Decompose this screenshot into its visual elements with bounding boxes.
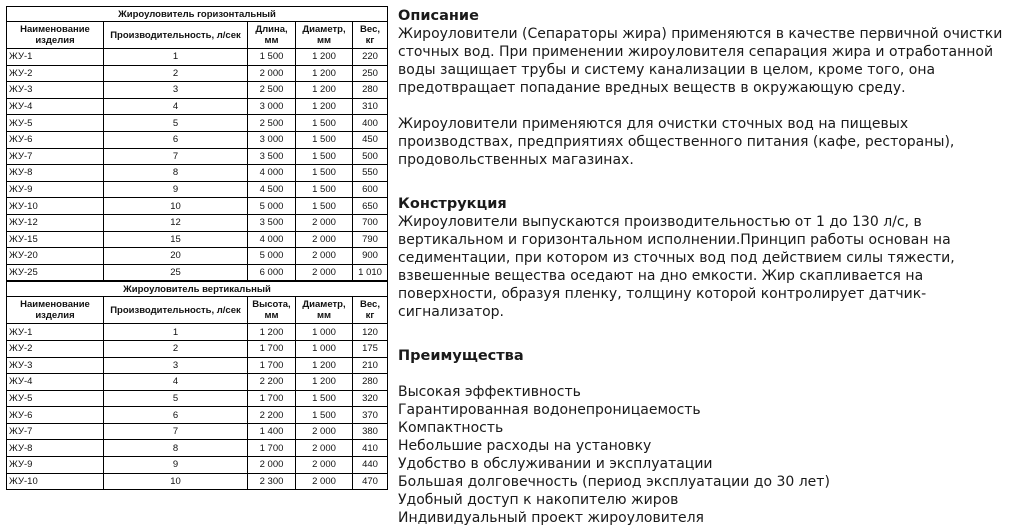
description-heading: Описание <box>398 8 479 24</box>
table-row <box>7 390 388 407</box>
col-header-weight: Вес, кг <box>353 22 388 49</box>
table-row <box>7 340 388 357</box>
row-capacity-cell: 4 <box>104 374 248 391</box>
row-capacity-cell: 8 <box>104 165 248 182</box>
row-weight-cell: 120 <box>353 324 388 341</box>
vertical-table-body <box>7 324 388 490</box>
table-row <box>7 473 388 490</box>
row-capacity-cell: 1 <box>104 49 248 66</box>
row-name-cell: ЖУ-3 <box>7 357 104 374</box>
row-size-cell: 1 700 <box>248 390 296 407</box>
row-weight-cell: 220 <box>353 49 388 66</box>
row-diameter-cell: 1 500 <box>296 181 353 198</box>
row-name-cell: ЖУ-8 <box>7 165 104 182</box>
row-name-cell: ЖУ-4 <box>7 98 104 115</box>
row-name-cell: ЖУ-2 <box>7 65 104 82</box>
row-weight-cell: 790 <box>353 231 388 248</box>
row-capacity-cell: 9 <box>104 181 248 198</box>
table-row <box>7 231 388 248</box>
row-capacity-cell: 9 <box>104 457 248 474</box>
row-size-cell: 2 000 <box>248 65 296 82</box>
table-row <box>7 264 388 281</box>
row-diameter-cell: 1 200 <box>296 82 353 99</box>
table-row <box>7 198 388 215</box>
row-name-cell: ЖУ-7 <box>7 423 104 440</box>
row-capacity-cell: 8 <box>104 440 248 457</box>
row-size-cell: 4 000 <box>248 231 296 248</box>
row-name-cell: ЖУ-4 <box>7 374 104 391</box>
list-item: Большая долговечность (период эксплуатации до 30 лет) <box>398 474 830 490</box>
row-diameter-cell: 1 500 <box>296 390 353 407</box>
row-diameter-cell: 2 000 <box>296 440 353 457</box>
row-weight-cell: 370 <box>353 407 388 424</box>
advantages-heading: Преимущества <box>398 348 524 364</box>
list-item: Удобный доступ к накопителю жиров <box>398 492 679 508</box>
row-weight-cell: 310 <box>353 98 388 115</box>
row-diameter-cell: 1 500 <box>296 115 353 132</box>
description-paragraph-1: Жироуловители (Сепараторы жира) применяются в качестве первичной очистки сточных вод. При применении жироуловителя сепарация жира и отработанной воды защищает трубы и систему канализации в целом, кроме того, она предотвращает попадание вредных веществ в окружающую среду. <box>398 26 1003 96</box>
vertical-table-caption: Жироуловитель вертикальный <box>7 282 388 297</box>
list-item: Небольшие расходы на установку <box>398 438 652 454</box>
table-row <box>7 357 388 374</box>
table-row <box>7 248 388 265</box>
row-weight-cell: 280 <box>353 82 388 99</box>
col-header-name: Наименование изделия <box>7 22 104 49</box>
row-size-cell: 2 200 <box>248 407 296 424</box>
col-header-diameter: Диаметр, мм <box>296 297 353 324</box>
row-name-cell: ЖУ-6 <box>7 407 104 424</box>
row-diameter-cell: 1 500 <box>296 148 353 165</box>
row-weight-cell: 400 <box>353 115 388 132</box>
row-capacity-cell: 7 <box>104 423 248 440</box>
row-size-cell: 3 000 <box>248 98 296 115</box>
description-paragraph-2: Жироуловители применяются для очистки сточных вод на пищевых производствах, предприятиях общественного питания (кафе, рестораны), продовольственных магазинах. <box>398 116 955 168</box>
row-size-cell: 1 700 <box>248 357 296 374</box>
list-item: Высокая эффективность <box>398 384 581 400</box>
row-capacity-cell: 7 <box>104 148 248 165</box>
row-name-cell: ЖУ-2 <box>7 340 104 357</box>
row-name-cell: ЖУ-1 <box>7 324 104 341</box>
table-row <box>7 214 388 231</box>
row-name-cell: ЖУ-7 <box>7 148 104 165</box>
row-capacity-cell: 4 <box>104 98 248 115</box>
row-diameter-cell: 1 200 <box>296 374 353 391</box>
row-capacity-cell: 10 <box>104 198 248 215</box>
row-capacity-cell: 15 <box>104 231 248 248</box>
col-header-length: Длина, мм <box>248 22 296 49</box>
row-weight-cell: 175 <box>353 340 388 357</box>
row-weight-cell: 500 <box>353 148 388 165</box>
row-diameter-cell: 2 000 <box>296 231 353 248</box>
table-row <box>7 423 388 440</box>
table-row <box>7 407 388 424</box>
row-name-cell: ЖУ-3 <box>7 82 104 99</box>
row-size-cell: 2 000 <box>248 457 296 474</box>
row-diameter-cell: 1 500 <box>296 198 353 215</box>
row-name-cell: ЖУ-1 <box>7 49 104 66</box>
row-capacity-cell: 5 <box>104 115 248 132</box>
table-row <box>7 98 388 115</box>
table-row <box>7 457 388 474</box>
row-size-cell: 2 300 <box>248 473 296 490</box>
row-capacity-cell: 12 <box>104 214 248 231</box>
row-weight-cell: 320 <box>353 390 388 407</box>
row-weight-cell: 250 <box>353 65 388 82</box>
row-name-cell: ЖУ-25 <box>7 264 104 281</box>
row-size-cell: 5 000 <box>248 248 296 265</box>
list-item: Компактность <box>398 420 504 436</box>
row-weight-cell: 210 <box>353 357 388 374</box>
row-name-cell: ЖУ-5 <box>7 390 104 407</box>
row-size-cell: 1 500 <box>248 49 296 66</box>
row-name-cell: ЖУ-20 <box>7 248 104 265</box>
row-diameter-cell: 1 000 <box>296 340 353 357</box>
row-name-cell: ЖУ-9 <box>7 457 104 474</box>
row-diameter-cell: 1 200 <box>296 98 353 115</box>
row-size-cell: 2 500 <box>248 82 296 99</box>
row-size-cell: 3 000 <box>248 131 296 148</box>
row-diameter-cell: 2 000 <box>296 473 353 490</box>
row-diameter-cell: 2 000 <box>296 248 353 265</box>
row-capacity-cell: 3 <box>104 82 248 99</box>
row-size-cell: 1 200 <box>248 324 296 341</box>
row-size-cell: 4 500 <box>248 181 296 198</box>
table-row <box>7 115 388 132</box>
row-diameter-cell: 1 500 <box>296 165 353 182</box>
table-row <box>7 148 388 165</box>
vertical-table <box>6 281 388 490</box>
info-panel <box>398 7 1018 527</box>
row-size-cell: 1 700 <box>248 440 296 457</box>
table-row <box>7 49 388 66</box>
table-row <box>7 181 388 198</box>
table-row <box>7 440 388 457</box>
row-weight-cell: 700 <box>353 214 388 231</box>
row-weight-cell: 470 <box>353 473 388 490</box>
row-size-cell: 1 400 <box>248 423 296 440</box>
row-size-cell: 2 200 <box>248 374 296 391</box>
row-size-cell: 5 000 <box>248 198 296 215</box>
row-weight-cell: 1 010 <box>353 264 388 281</box>
spec-tables <box>6 6 387 490</box>
row-size-cell: 6 000 <box>248 264 296 281</box>
list-item: Индивидуальный проект жироуловителя <box>398 510 704 526</box>
row-weight-cell: 380 <box>353 423 388 440</box>
col-header-diameter: Диаметр, мм <box>296 22 353 49</box>
row-diameter-cell: 1 200 <box>296 357 353 374</box>
table-row <box>7 131 388 148</box>
row-size-cell: 3 500 <box>248 214 296 231</box>
row-capacity-cell: 20 <box>104 248 248 265</box>
row-capacity-cell: 25 <box>104 264 248 281</box>
row-diameter-cell: 1 000 <box>296 324 353 341</box>
horizontal-table <box>6 6 388 281</box>
table-row <box>7 65 388 82</box>
table-row <box>7 165 388 182</box>
row-weight-cell: 280 <box>353 374 388 391</box>
row-weight-cell: 450 <box>353 131 388 148</box>
row-name-cell: ЖУ-9 <box>7 181 104 198</box>
row-capacity-cell: 2 <box>104 65 248 82</box>
row-diameter-cell: 1 200 <box>296 65 353 82</box>
col-header-weight: Вес, кг <box>353 297 388 324</box>
row-weight-cell: 600 <box>353 181 388 198</box>
row-weight-cell: 900 <box>353 248 388 265</box>
row-size-cell: 1 700 <box>248 340 296 357</box>
construction-text: Жироуловители выпускаются производительностью от 1 до 130 л/с, в вертикальном и горизонтальном исполнении.Принцип работы основан на седиментации, при котором из сточных вод под действием силы тяжести, взвешенные вещества оседают на дно емкости. Жир скапливается на поверхности, образуя пленку, толщину которой контролирует датчик-сигнализатор. <box>398 214 955 320</box>
row-name-cell: ЖУ-6 <box>7 131 104 148</box>
row-diameter-cell: 2 000 <box>296 457 353 474</box>
row-weight-cell: 650 <box>353 198 388 215</box>
row-weight-cell: 440 <box>353 457 388 474</box>
list-item: Гарантированная водонепроницаемость <box>398 402 701 418</box>
col-header-height: Высота, мм <box>248 297 296 324</box>
row-diameter-cell: 1 500 <box>296 407 353 424</box>
row-capacity-cell: 2 <box>104 340 248 357</box>
table-row <box>7 374 388 391</box>
row-diameter-cell: 1 500 <box>296 131 353 148</box>
row-name-cell: ЖУ-8 <box>7 440 104 457</box>
row-name-cell: ЖУ-5 <box>7 115 104 132</box>
row-name-cell: ЖУ-12 <box>7 214 104 231</box>
row-diameter-cell: 2 000 <box>296 214 353 231</box>
row-weight-cell: 410 <box>353 440 388 457</box>
row-diameter-cell: 2 000 <box>296 264 353 281</box>
row-capacity-cell: 6 <box>104 407 248 424</box>
row-capacity-cell: 6 <box>104 131 248 148</box>
horizontal-table-caption: Жироуловитель горизонтальный <box>7 7 388 22</box>
col-header-capacity: Производительность, л/сек <box>104 22 248 49</box>
table-row <box>7 324 388 341</box>
row-name-cell: ЖУ-15 <box>7 231 104 248</box>
row-capacity-cell: 1 <box>104 324 248 341</box>
table-row <box>7 82 388 99</box>
row-name-cell: ЖУ-10 <box>7 198 104 215</box>
row-size-cell: 2 500 <box>248 115 296 132</box>
advantages-list <box>398 383 1018 527</box>
row-capacity-cell: 5 <box>104 390 248 407</box>
row-weight-cell: 550 <box>353 165 388 182</box>
row-diameter-cell: 2 000 <box>296 423 353 440</box>
col-header-name: Наименование изделия <box>7 297 104 324</box>
row-diameter-cell: 1 200 <box>296 49 353 66</box>
construction-heading: Конструкция <box>398 196 507 212</box>
horizontal-table-body <box>7 49 388 281</box>
row-capacity-cell: 3 <box>104 357 248 374</box>
list-item: Удобство в обслуживании и эксплуатации <box>398 456 713 472</box>
row-capacity-cell: 10 <box>104 473 248 490</box>
row-name-cell: ЖУ-10 <box>7 473 104 490</box>
row-size-cell: 4 000 <box>248 165 296 182</box>
col-header-capacity: Производительность, л/сек <box>104 297 248 324</box>
row-size-cell: 3 500 <box>248 148 296 165</box>
